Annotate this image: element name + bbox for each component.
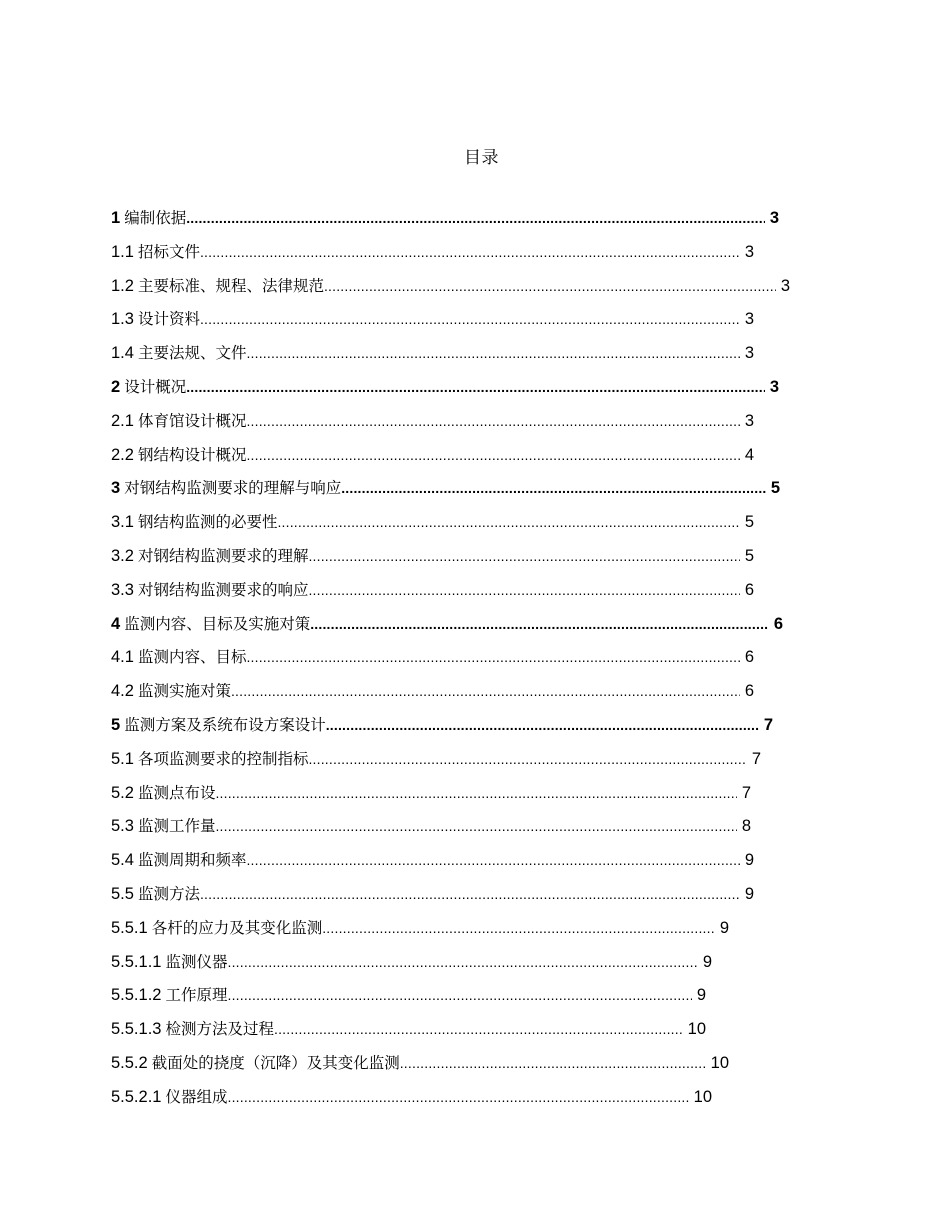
toc-entry-number: 2 bbox=[111, 377, 121, 396]
toc-entry-number: 5.4 bbox=[111, 851, 134, 870]
toc-leader-dots bbox=[324, 275, 776, 297]
toc-leader-dots bbox=[322, 917, 715, 939]
toc-entry-page: 10 bbox=[693, 1087, 712, 1106]
toc-entry[interactable] bbox=[111, 444, 754, 478]
toc-entry-number: 5.5.1 bbox=[111, 918, 148, 937]
toc-leader-dots bbox=[310, 613, 769, 635]
toc-entry[interactable] bbox=[111, 207, 779, 241]
toc-entry-label: 主要标准、规程、法律规范 bbox=[137, 276, 324, 295]
toc-entry-number: 5.1 bbox=[111, 749, 134, 768]
toc-entry-label: 对钢结构监测要求的理解与响应 bbox=[124, 479, 342, 498]
toc-entry-number: 5.5 bbox=[111, 884, 134, 903]
toc-entry[interactable] bbox=[111, 376, 779, 410]
toc-entry-page: 3 bbox=[744, 411, 754, 430]
toc-entry-label: 工作原理 bbox=[165, 986, 228, 1005]
toc-entry-label: 监测周期和频率 bbox=[137, 851, 247, 870]
toc-entry[interactable] bbox=[111, 410, 754, 444]
toc-entry-page: 5 bbox=[744, 513, 754, 532]
toc-entry-number: 2.1 bbox=[111, 411, 134, 430]
toc-entry-number: 4 bbox=[111, 614, 121, 633]
toc-leader-dots bbox=[308, 748, 746, 770]
toc-entry-page: 6 bbox=[744, 682, 754, 701]
toc-entry[interactable] bbox=[111, 646, 754, 680]
toc-entry-page: 5 bbox=[770, 479, 780, 498]
toc-leader-dots bbox=[227, 1086, 688, 1108]
toc-leader-dots bbox=[400, 1052, 706, 1074]
toc-entry-label: 监测内容、目标 bbox=[137, 648, 247, 667]
toc-entry-page: 3 bbox=[769, 377, 779, 396]
toc-entry-number: 2.2 bbox=[111, 445, 134, 464]
toc-entry-page: 8 bbox=[741, 817, 751, 836]
toc-entry-number: 4.1 bbox=[111, 648, 134, 667]
toc-entry-page: 9 bbox=[696, 986, 706, 1005]
toc-entry-number: 5.5.2.1 bbox=[111, 1087, 162, 1106]
toc-entry-label: 各项监测要求的控制指标 bbox=[137, 749, 309, 768]
toc-leader-dots bbox=[246, 444, 739, 466]
toc-entry[interactable] bbox=[111, 680, 754, 714]
toc-entry-label: 招标文件 bbox=[137, 242, 200, 261]
toc-entry[interactable] bbox=[111, 849, 754, 883]
toc-entry-number: 5.5.1.3 bbox=[111, 1020, 162, 1039]
toc-entry-page: 9 bbox=[702, 952, 712, 971]
toc-entry[interactable] bbox=[111, 917, 729, 951]
toc-leader-dots bbox=[308, 579, 739, 601]
toc-entry[interactable] bbox=[111, 275, 790, 309]
toc-leader-dots bbox=[277, 511, 739, 533]
toc-entry-number: 1 bbox=[111, 209, 121, 227]
toc-entry-page: 9 bbox=[744, 884, 754, 903]
toc-leader-dots bbox=[326, 714, 759, 736]
toc-entry-number: 1.2 bbox=[111, 276, 134, 295]
toc-entry-number: 4.2 bbox=[111, 682, 134, 701]
toc-entry-number: 1.1 bbox=[111, 242, 134, 261]
toc-entry-page: 7 bbox=[741, 783, 751, 802]
toc-entry[interactable] bbox=[111, 883, 754, 917]
toc-entry[interactable] bbox=[111, 477, 780, 511]
toc-entry[interactable] bbox=[111, 1052, 729, 1086]
toc-leader-dots bbox=[200, 308, 740, 330]
toc-leader-dots bbox=[246, 342, 739, 364]
toc-entry-label: 钢结构设计概况 bbox=[137, 445, 247, 464]
toc-entry[interactable] bbox=[111, 342, 754, 376]
toc-entry-number: 3 bbox=[111, 479, 121, 498]
toc-entry-number: 1.4 bbox=[111, 344, 134, 363]
toc-entry-number: 3.1 bbox=[111, 513, 134, 532]
toc-entry-page: 3 bbox=[744, 310, 754, 329]
toc-entry-label: 对钢结构监测要求的理解 bbox=[137, 546, 309, 565]
toc-entry-number: 5.5.1.2 bbox=[111, 986, 162, 1005]
toc-entry-label: 设计概况 bbox=[124, 377, 187, 396]
toc-leader-dots bbox=[246, 410, 739, 432]
toc-entry[interactable] bbox=[111, 714, 773, 748]
toc-entry-label: 各杆的应力及其变化监测 bbox=[151, 918, 323, 937]
toc-entry-page: 10 bbox=[710, 1053, 729, 1072]
toc-leader-dots bbox=[308, 545, 739, 567]
toc-entry-page: 4 bbox=[744, 445, 754, 464]
toc-leader-dots bbox=[215, 815, 736, 837]
toc-entry-page: 7 bbox=[751, 749, 761, 768]
toc-entry-label: 监测方法 bbox=[137, 884, 200, 903]
toc-entry-page: 3 bbox=[780, 276, 790, 295]
toc-entry-page: 6 bbox=[773, 614, 783, 633]
toc-entry[interactable] bbox=[111, 545, 754, 579]
toc-entry-label: 对钢结构监测要求的响应 bbox=[137, 580, 309, 599]
toc-entry[interactable] bbox=[111, 748, 761, 782]
toc-leader-dots bbox=[231, 680, 740, 702]
toc-leader-dots bbox=[186, 207, 765, 229]
toc-entry-label: 编制依据 bbox=[124, 209, 187, 227]
toc-leader-dots bbox=[274, 1018, 683, 1040]
toc-entry-page: 7 bbox=[763, 715, 773, 734]
toc-entry-label: 监测实施对策 bbox=[137, 682, 231, 701]
toc-entry[interactable] bbox=[111, 782, 751, 816]
toc-entry-number: 3.3 bbox=[111, 580, 134, 599]
toc-entry-page: 5 bbox=[744, 546, 754, 565]
toc-entry-label: 监测仪器 bbox=[165, 952, 228, 971]
toc-entry-label: 主要法规、文件 bbox=[137, 344, 247, 363]
toc-entry-page: 9 bbox=[719, 918, 729, 937]
toc-entry-page: 6 bbox=[744, 580, 754, 599]
toc-leader-dots bbox=[227, 984, 691, 1006]
toc-entry[interactable] bbox=[111, 241, 754, 275]
toc-entry-page: 3 bbox=[744, 344, 754, 363]
toc-entry[interactable] bbox=[111, 579, 754, 613]
toc-entry-page: 10 bbox=[687, 1020, 706, 1039]
toc-entry[interactable] bbox=[111, 511, 754, 545]
toc-leader-dots bbox=[246, 646, 739, 668]
toc-entry-page: 3 bbox=[744, 242, 754, 261]
toc-entry-label: 检测方法及过程 bbox=[165, 1020, 274, 1039]
toc-entry-label: 仪器组成 bbox=[165, 1087, 228, 1106]
toc-entry-number: 3.2 bbox=[111, 546, 134, 565]
toc-entry[interactable] bbox=[111, 951, 712, 985]
toc-entry-label: 监测内容、目标及实施对策 bbox=[124, 614, 311, 633]
toc-entry[interactable] bbox=[111, 613, 783, 647]
toc-leader-dots bbox=[186, 376, 765, 398]
toc-entry-label: 监测方案及系统布设方案设计 bbox=[124, 715, 326, 734]
toc-entry-label: 截面处的挠度（沉降）及其变化监测 bbox=[151, 1053, 400, 1072]
toc-entry-number: 1.3 bbox=[111, 310, 134, 329]
toc-entry-page: 3 bbox=[769, 209, 779, 227]
toc-leader-dots bbox=[227, 951, 697, 973]
toc-entry-label: 设计资料 bbox=[137, 310, 200, 329]
toc-entry[interactable] bbox=[111, 1018, 706, 1052]
toc-entry-number: 5.3 bbox=[111, 817, 134, 836]
table-of-contents bbox=[111, 207, 811, 1120]
toc-leader-dots bbox=[215, 782, 736, 804]
toc-leader-dots bbox=[341, 477, 766, 499]
toc-entry[interactable] bbox=[111, 984, 706, 1018]
toc-entry-number: 5.5.2 bbox=[111, 1053, 148, 1072]
toc-leader-dots bbox=[200, 883, 740, 905]
toc-entry-label: 监测点布设 bbox=[137, 783, 216, 802]
toc-entry-page: 9 bbox=[744, 851, 754, 870]
toc-entry[interactable] bbox=[111, 815, 751, 849]
toc-entry-number: 5 bbox=[111, 715, 121, 734]
toc-entry[interactable] bbox=[111, 1086, 712, 1120]
toc-entry-label: 体育馆设计概况 bbox=[137, 411, 247, 430]
toc-leader-dots bbox=[246, 849, 739, 871]
toc-leader-dots bbox=[200, 241, 740, 263]
toc-entry-page: 6 bbox=[744, 648, 754, 667]
toc-entry-label: 钢结构监测的必要性 bbox=[137, 513, 278, 532]
toc-entry-number: 5.5.1.1 bbox=[111, 952, 162, 971]
toc-entry-label: 监测工作量 bbox=[137, 817, 216, 836]
toc-entry[interactable] bbox=[111, 308, 754, 342]
toc-title: 目录 bbox=[464, 148, 499, 168]
toc-entry-number: 5.2 bbox=[111, 783, 134, 802]
